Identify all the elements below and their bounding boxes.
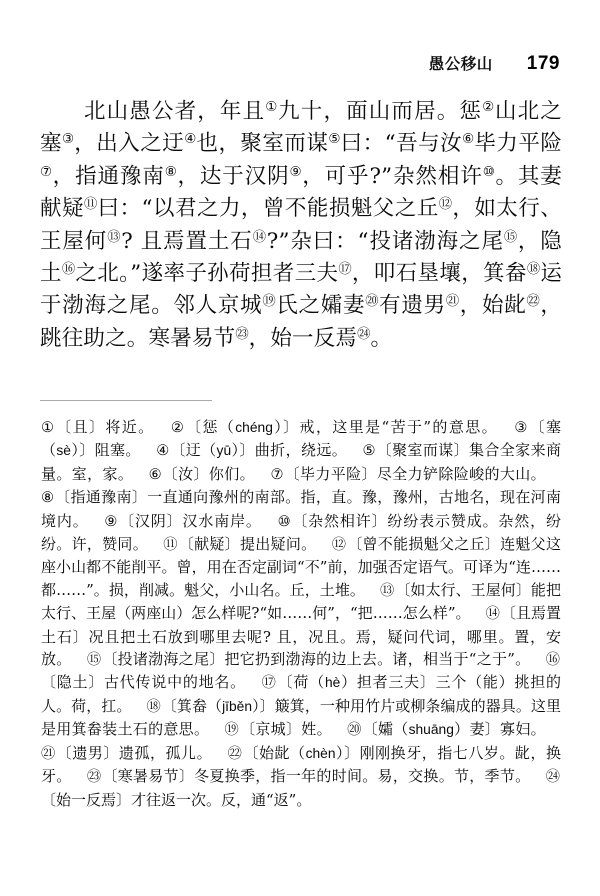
passage-segment: 毕力平险	[474, 131, 563, 157]
footnote-separator	[316, 535, 331, 553]
footnote-marker: ②	[482, 100, 495, 116]
footnote-marker: ⑭	[252, 229, 267, 245]
footnote-text: 〔塞（sè）〕阻塞。	[41, 418, 561, 460]
passage-segment: 氏之孀妻	[276, 293, 366, 319]
footnote-number: ⑪	[163, 537, 178, 554]
footnote-number: ㉔	[545, 769, 560, 786]
main-passage	[40, 96, 562, 355]
passage-segment: ，隐土	[40, 228, 562, 287]
footnote-separator	[471, 604, 486, 622]
passage-segment: ，指通豫南	[52, 163, 165, 189]
footnote-item	[41, 744, 212, 762]
footnote-marker: ㉑	[445, 294, 460, 310]
footnote-number: ⑥	[148, 466, 162, 483]
footnote-text: 〔始一反焉〕才往返一次。反，通“返”。	[41, 790, 312, 809]
footnote-separator	[246, 673, 261, 691]
footnote-text: 〔京城〕姓。	[240, 720, 332, 739]
footnote-separator	[255, 465, 270, 483]
footnote-number: ③	[513, 420, 529, 436]
pinyin: chèn	[305, 745, 336, 761]
footnote-number: ②	[169, 420, 186, 436]
footnote-number: ⑱	[146, 698, 161, 715]
footnote-marker: ⑧	[164, 164, 178, 180]
footnote-text: 〔荷（hè）担者三夫〕三个（能）挑担的人。荷，扛。	[41, 673, 561, 715]
footnote-marker: ④	[184, 132, 197, 148]
footnote-item	[163, 535, 316, 553]
passage-segment: ，跳往助之。寒暑易节	[40, 293, 563, 351]
footnote-number: ⑳	[346, 722, 362, 739]
footnote-marker: ⑲	[262, 294, 277, 310]
passage-segment: ，可乎?”杂然相许	[302, 163, 483, 189]
footnote-separator	[133, 465, 148, 483]
footnote-number: ⑩	[276, 513, 292, 530]
footnote-marker: ⑥	[462, 132, 475, 148]
passage-segment: ?”杂曰：“投诸渤海之尾	[266, 228, 504, 254]
footnote-item	[87, 650, 531, 668]
passage-segment: ，达于汉阴	[177, 163, 290, 189]
footnote-divider	[40, 400, 212, 401]
footnote-marker: ⑯	[61, 262, 76, 278]
footnote-marker: ⑫	[438, 197, 453, 213]
footnote-text: 〔汝〕你们。	[162, 464, 256, 483]
footnote-text: 〔指通豫南〕一直通向豫州的南部。指，直。豫，豫州，古地名，现在河南境内。	[41, 488, 561, 530]
footnote-separator	[155, 418, 170, 436]
footnote-marker: ③	[62, 132, 75, 148]
footnote-number: ⑤	[362, 443, 376, 460]
footnote-text: 〔聚室而谋〕集合全家来商量。室，家。	[41, 441, 561, 483]
passage-segment: 山北之塞	[40, 99, 562, 157]
footnote-separator	[72, 650, 87, 668]
pinyin: jīběn	[222, 698, 253, 714]
footnote-text: 〔寒暑易节〕冬夏换季，指一年的时间。易，交换。节，季节。	[102, 767, 531, 786]
passage-segment: 之北。”遂率子孙荷担者三夫	[75, 261, 339, 287]
footnote-separator	[141, 441, 156, 459]
footnote-number: ⑰	[260, 675, 277, 692]
footnote-item	[41, 418, 155, 436]
footnote-text: 〔投诸渤海之尾〕把它扔到渤海的边上去。诸，相当于“之于”。	[102, 650, 531, 669]
footnote-number: ⑫	[331, 537, 347, 554]
footnote-text: 〔且焉置土石〕况且把土石放到哪里去呢? 且，况且。焉，疑问代词，哪里。置，安放。	[41, 604, 561, 669]
footnote-separator	[365, 581, 380, 599]
footnote-list	[41, 416, 561, 811]
page-header	[40, 52, 560, 75]
footnote-marker: ⑱	[526, 262, 541, 278]
footnote-number: ⑭	[485, 606, 500, 623]
footnote-separator	[498, 418, 513, 436]
footnote-item	[104, 512, 262, 530]
pinyin: chéng	[235, 420, 273, 435]
footnote-marker: ⑪	[83, 197, 98, 213]
footnote-text: 〔迂（yū）〕曲折，绕远。	[170, 441, 348, 460]
footnote-separator	[546, 465, 561, 483]
passage-segment: ，始一反焉	[248, 325, 358, 351]
passage-segment: 。	[370, 325, 393, 351]
footnote-item	[224, 720, 332, 738]
footnote-text: 〔孀（shuāng）妻〕寡妇。	[362, 720, 546, 739]
footnote-item	[87, 767, 531, 785]
footnote-text: 〔如太行、王屋何〕能把太行、王屋（两座山）怎么样呢?“如……何”，“把……怎么样”。	[41, 580, 561, 623]
passage-text	[40, 99, 562, 351]
footnote-number: ⑮	[86, 652, 102, 669]
footnote-number: ⑬	[379, 582, 395, 599]
footnote-text: 〔杂然相许〕纷纷表示赞成。杂然，纷纷。许，赞同。	[41, 511, 561, 554]
passage-segment: ，出入之迂	[74, 131, 185, 157]
footnote-marker: ⑨	[289, 164, 303, 180]
footnote-marker: ⑦	[40, 164, 53, 180]
footnote-marker: ㉓	[235, 326, 249, 342]
page-title: 愚公移山	[428, 54, 493, 73]
pinyin: shuāng	[408, 722, 454, 738]
pinyin: hè	[324, 675, 341, 691]
footnote-marker: ⑬	[107, 229, 122, 245]
passage-segment: ? 且焉置土石	[121, 228, 253, 254]
page-number: 179	[526, 53, 560, 74]
footnote-text: 〔毕力平险〕尽全力铲除险峻的大山。	[284, 464, 546, 483]
footnote-separator	[530, 650, 545, 668]
passage-segment: 曰：“吾与汝	[340, 131, 463, 157]
footnote-text: 〔惩（chéng）〕戒，这里是“苦于”的意思。	[186, 418, 498, 436]
footnote-text: 〔献疑〕提出疑问。	[178, 535, 317, 554]
footnote-marker: ⑤	[328, 132, 341, 148]
footnote-text: 〔且〕将近。	[56, 418, 155, 436]
footnote-item	[156, 441, 347, 459]
passage-segment: ，叩石垦壤，箕畚	[351, 261, 527, 287]
footnote-marker: ⑳	[365, 294, 380, 310]
footnote-separator	[530, 767, 545, 785]
footnote-number: ㉓	[86, 769, 102, 786]
footnote-text: 〔曾不能损魁父之丘〕连魁父这座小山都不能削平。曾，用在否定副词“不”前，加强否定语气。可译为“连……都……”。损，削减。魁父，小山名。丘，土堆。	[41, 535, 561, 599]
footnote-number: ㉑	[41, 745, 56, 762]
footnote-item	[170, 418, 498, 436]
footnote-number: ⑲	[224, 722, 240, 739]
footnote-number: ①	[41, 420, 56, 436]
passage-segment: 九十，面山而居。惩	[278, 99, 483, 124]
footnote-marker: ⑩	[482, 164, 496, 180]
passage-segment: 。其妻献疑	[40, 163, 562, 222]
footnote-separator	[332, 720, 347, 738]
footnote-separator	[89, 512, 104, 530]
footnote-separator	[148, 535, 163, 553]
footnote-number: ⑨	[103, 513, 119, 530]
passage-segment: 北山愚公者，年且	[84, 99, 266, 124]
footnote-item	[347, 720, 546, 738]
footnote-marker: ㉔	[357, 326, 371, 342]
passage-segment: ，始龀	[459, 293, 527, 319]
footnote-number: ④	[155, 443, 170, 460]
footnote-separator	[262, 512, 277, 530]
footnote-marker: ㉒	[526, 294, 541, 310]
footnote-number: ⑦	[270, 466, 284, 483]
passage-segment: 也，聚室而谋	[196, 131, 329, 157]
footnote-marker: ⑮	[503, 229, 518, 245]
footnote-number: ㉒	[227, 745, 243, 762]
passage-segment: 曰：“以君之力，曾不能损魁父之丘	[97, 196, 439, 222]
footnote-marker: ①	[265, 100, 279, 116]
footnote-text: 〔箕畚（jīběn）〕簸箕，一种用竹片或柳条编成的器具。这里是用箕畚装土石的意思。	[41, 696, 561, 739]
footnote-separator	[546, 720, 561, 738]
footnote-separator	[347, 441, 362, 459]
footnote-separator	[212, 744, 227, 762]
footnote-separator	[209, 720, 224, 738]
footnote-item	[148, 465, 255, 483]
passage-segment: ，如太行、王屋何	[40, 196, 562, 254]
footnote-item	[270, 465, 546, 483]
footnote-text: 〔始龀（chèn）〕刚刚换牙，指七八岁。龀，换牙。	[41, 743, 561, 786]
passage-segment: 有遗男	[379, 293, 446, 319]
pinyin: yū	[216, 443, 232, 459]
footnote-marker: ⑰	[338, 262, 352, 278]
footnote-number: ⑧	[41, 490, 55, 507]
footnote-separator	[131, 697, 146, 715]
footnote-text: 〔汉阴〕汉水南岸。	[119, 511, 262, 530]
pinyin: sè	[56, 443, 71, 459]
footnote-number: ⑯	[545, 652, 560, 669]
passage-segment: 运于渤海之尾。邻人京城	[40, 261, 563, 319]
footnote-text: 〔隐土〕古代传说中的地名。	[41, 673, 246, 692]
footnote-text: 〔遗男〕遗孤，孤儿。	[56, 743, 213, 762]
footnote-separator	[72, 767, 87, 785]
